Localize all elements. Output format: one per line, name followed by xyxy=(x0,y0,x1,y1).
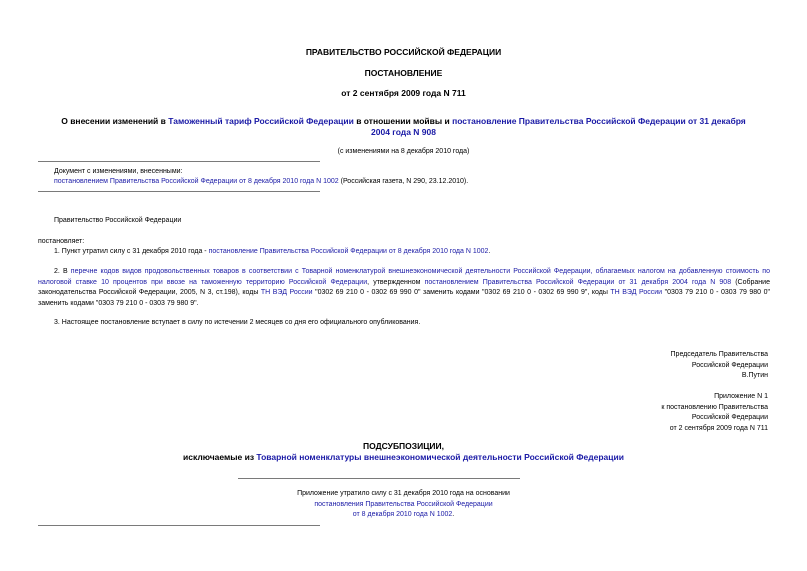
tn-ved-link-2[interactable]: ТН ВЭД России xyxy=(610,289,663,296)
paragraph-2 xyxy=(38,267,770,309)
signature-block xyxy=(671,350,768,382)
subpositions-subtitle xyxy=(0,452,807,462)
title-prefix: О внесении изменений в xyxy=(61,116,169,126)
changes-box-source: (Российская газета, N 290, 23.12.2010). xyxy=(338,178,469,185)
vat-codes-list-link[interactable]: перечне кодов видов продовольственных товаров в соответствии с Товарной номенклатурой внешнеэкономической деятельности Российской Федерации, облагаемых налогом на добавленную стоимость по налоговой ставке 10 процентов при ввозе на таможенную территорию Российской Федерации xyxy=(38,268,770,286)
decree-908-link-continued[interactable]: 2004 года N 908 xyxy=(371,127,436,137)
body-government: Правительство Российской Федерации xyxy=(54,217,182,224)
paragraph-1-end: . xyxy=(488,248,491,255)
signature-name: В.Путин xyxy=(741,372,768,379)
expired-box-top-rule xyxy=(238,478,520,479)
body-decrees: постановляет: xyxy=(38,238,85,245)
tn-ved-link-1[interactable]: ТН ВЭД России xyxy=(260,289,313,296)
appendix-ref: к постановлению Правительства xyxy=(661,403,768,411)
appendix-org: Российской Федерации xyxy=(691,414,768,421)
document-date-number: от 2 сентября 2009 года N 711 xyxy=(341,88,466,98)
government-heading: ПРАВИТЕЛЬСТВО РОССИЙСКОЙ ФЕДЕРАЦИИ xyxy=(305,47,502,57)
document-title xyxy=(30,116,777,138)
expired-notice-text: Приложение утратило силу с 31 декабря 2010 года на основании xyxy=(297,490,510,497)
paragraph-3: 3. Настоящее постановление вступает в силу по истечении 2 месяцев со дня его официального опубликования. xyxy=(54,319,421,326)
expired-box-bottom-rule xyxy=(38,525,320,526)
paragraph-2-c: (Собрание законодательства Российской Федерации, 2005, N 3, ст.198), коды xyxy=(38,278,770,296)
paragraph-1-text: 1. Пункт утратил силу с 31 декабря 2010 года - xyxy=(54,248,209,255)
paragraph-2-b: , утвержденном xyxy=(367,278,425,286)
changes-box-label: Документ с изменениями, внесенными: xyxy=(54,168,183,175)
subpositions-title: ПОДСУБПОЗИЦИИ, xyxy=(362,441,445,451)
signature-org: Российской Федерации xyxy=(691,361,768,369)
paragraph-1-decree-link[interactable]: постановление Правительства Российской Федерации от 8 декабря 2010 года N 1002 xyxy=(208,248,489,255)
changes-box-top-rule xyxy=(38,161,320,162)
decree-1002-link[interactable]: постановлением Правительства Российской Федерации от 8 декабря 2010 года N 1002 xyxy=(54,178,339,185)
appendix-number: Приложение N 1 xyxy=(714,393,768,400)
paragraph-2-e: "0303 79 210 0 - 0303 79 980 0" заменить кодами "0303 79 210 0 - 0303 79 980 9". xyxy=(38,289,770,307)
paragraph-2-decree-908-link[interactable]: постановлением Правительства Российской Федерации от 31 декабря 2004 года N 908 xyxy=(424,278,732,286)
document-type-heading: ПОСТАНОВЛЕНИЕ xyxy=(364,68,443,78)
expired-decree-link-continued[interactable]: от 8 декабря 2010 года N 1002 xyxy=(352,511,453,518)
signature-title: Председатель Правительства xyxy=(670,351,768,358)
expired-notice-end: . xyxy=(452,511,455,518)
appendix-block xyxy=(661,392,768,434)
paragraph-2-d: "0302 69 210 0 - 0302 69 990 0" заменить кодами "0302 69 210 0 - 0302 69 990 9", коды xyxy=(312,289,611,296)
expired-notice xyxy=(0,489,807,521)
paragraph-2-a: 2. В xyxy=(54,268,71,275)
appendix-date: от 2 сентября 2009 года N 711 xyxy=(669,424,768,432)
title-middle: в отношении мойвы и xyxy=(353,116,453,126)
changes-box-reference xyxy=(54,177,468,186)
customs-tariff-link[interactable]: Таможенный тариф Российской Федерации xyxy=(168,116,354,126)
tn-ved-nomenclature-link[interactable]: Товарной номенклатуры внешнеэкономической деятельности Российской Федерации xyxy=(256,452,624,462)
decree-908-link[interactable]: постановление Правительства Российской Федерации от 31 декабря xyxy=(452,116,746,126)
paragraph-1 xyxy=(54,247,490,256)
amended-note: (с изменениями на 8 декабря 2010 года) xyxy=(337,148,470,155)
expired-decree-link[interactable]: постановления Правительства Российской Федерации xyxy=(314,500,493,508)
changes-box-bottom-rule xyxy=(38,191,320,192)
subpositions-prefix: исключаемые из xyxy=(183,452,257,462)
